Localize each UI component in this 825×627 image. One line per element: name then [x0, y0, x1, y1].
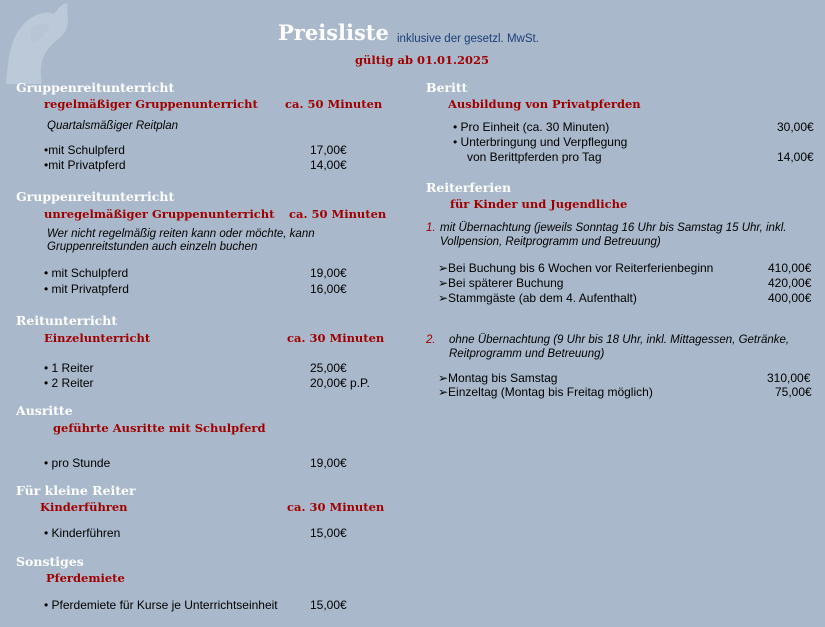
section-heading: Für kleine Reiter [16, 483, 136, 498]
price-item-value: 15,00€ [310, 598, 347, 612]
price-item-value: 75,00€ [775, 385, 812, 399]
duration-label: ca. 30 Minuten [287, 331, 385, 345]
option-number: 1. [426, 222, 436, 234]
price-item-label: von Berittpferden pro Tag [467, 150, 602, 164]
duration-label: ca. 50 Minuten [285, 97, 383, 111]
section-heading: Reiterferien [426, 180, 512, 195]
price-item-label: • pro Stunde [44, 456, 111, 470]
price-item-value: 19,00€ [310, 266, 347, 280]
price-item-label: • Pro Einheit (ca. 30 Minuten) [453, 120, 610, 134]
price-item-value: 30,00€ [777, 120, 814, 134]
price-item-label: ➢Montag bis Samstag [438, 371, 558, 385]
section-heading: Reitunterricht [16, 313, 118, 328]
section-heading: Sonstiges [16, 554, 84, 569]
section-subheading: Pferdemiete [46, 571, 125, 585]
page-title: Preisliste [278, 20, 389, 45]
price-item-label: ➢Einzeltag (Montag bis Freitag möglich) [438, 385, 653, 399]
section-heading: Gruppenreitunterricht [16, 80, 175, 95]
option-description: Reitprogramm und Betreuung) [449, 348, 605, 360]
section-subheading: Einzelunterricht [44, 331, 151, 345]
price-item-value: 19,00€ [310, 456, 347, 470]
option-description: Vollpension, Reitprogramm und Betreuung) [440, 236, 661, 248]
price-item-label: • Pferdemiete für Kurse je Unterrichtseinheit [44, 598, 278, 612]
duration-label: ca. 30 Minuten [287, 500, 385, 514]
section-heading: Gruppenreitunterricht [16, 189, 175, 204]
price-item-value: 14,00€ [310, 158, 347, 172]
duration-label: ca. 50 Minuten [289, 207, 387, 221]
horse-watermark-icon [0, 0, 75, 90]
price-item-label: • Kinderführen [44, 526, 121, 540]
option-description: mit Übernachtung (jeweils Sonntag 16 Uhr bis Samstag 15 Uhr, inkl. [440, 222, 787, 234]
price-item-value: 25,00€ [310, 361, 347, 375]
price-item-label: • mit Schulpferd [44, 266, 129, 280]
section-note: Gruppenreitstunden auch einzeln buchen [47, 241, 258, 253]
price-item-value: 420,00€ [768, 276, 812, 290]
valid-date: gültig ab 01.01.2025 [355, 53, 490, 67]
price-item-value: 400,00€ [768, 291, 812, 305]
price-item-label: ➢Stammgäste (ab dem 4. Aufenthalt) [438, 291, 637, 305]
section-note: Quartalsmäßiger Reitplan [47, 120, 179, 132]
price-item-label: ➢Bei späterer Buchung [438, 276, 564, 290]
section-subheading: für Kinder und Jugendliche [450, 197, 628, 211]
section-subheading: Kinderführen [40, 500, 128, 514]
price-item-value: 20,00€ p.P. [310, 376, 370, 390]
price-item-label: ➢Bei Buchung bis 6 Wochen vor Reiterferienbeginn [438, 261, 714, 275]
option-description: ohne Übernachtung (9 Uhr bis 18 Uhr, inkl. Mittagessen, Getränke, [449, 334, 790, 346]
section-subheading: geführte Ausritte mit Schulpferd [53, 421, 266, 435]
price-item-value: 310,00€ [767, 371, 811, 385]
price-item-label: • Unterbringung und Verpflegung [453, 135, 628, 149]
price-item-value: 14,00€ [777, 150, 814, 164]
price-item-value: 15,00€ [310, 526, 347, 540]
section-heading: Ausritte [16, 403, 73, 418]
section-subheading: Ausbildung von Privatpferden [448, 97, 641, 111]
section-heading: Beritt [426, 80, 468, 95]
price-item-value: 17,00€ [310, 143, 347, 157]
section-subheading: regelmäßiger Gruppenunterricht [44, 97, 258, 111]
price-item-label: •mit Schulpferd [44, 143, 125, 157]
price-item-label: • 1 Reiter [44, 361, 94, 375]
option-number: 2. [426, 334, 436, 346]
section-note: Wer nicht regelmäßig reiten kann oder möchte, kann [47, 228, 315, 240]
price-item-value: 16,00€ [310, 282, 347, 296]
price-item-value: 410,00€ [768, 261, 812, 275]
price-item-label: • 2 Reiter [44, 376, 94, 390]
price-item-label: • mit Privatpferd [44, 282, 129, 296]
section-subheading: unregelmäßiger Gruppenunterricht [44, 207, 275, 221]
price-item-label: •mit Privatpferd [44, 158, 126, 172]
page-subtitle: inklusive der gesetzl. MwSt. [397, 33, 539, 45]
